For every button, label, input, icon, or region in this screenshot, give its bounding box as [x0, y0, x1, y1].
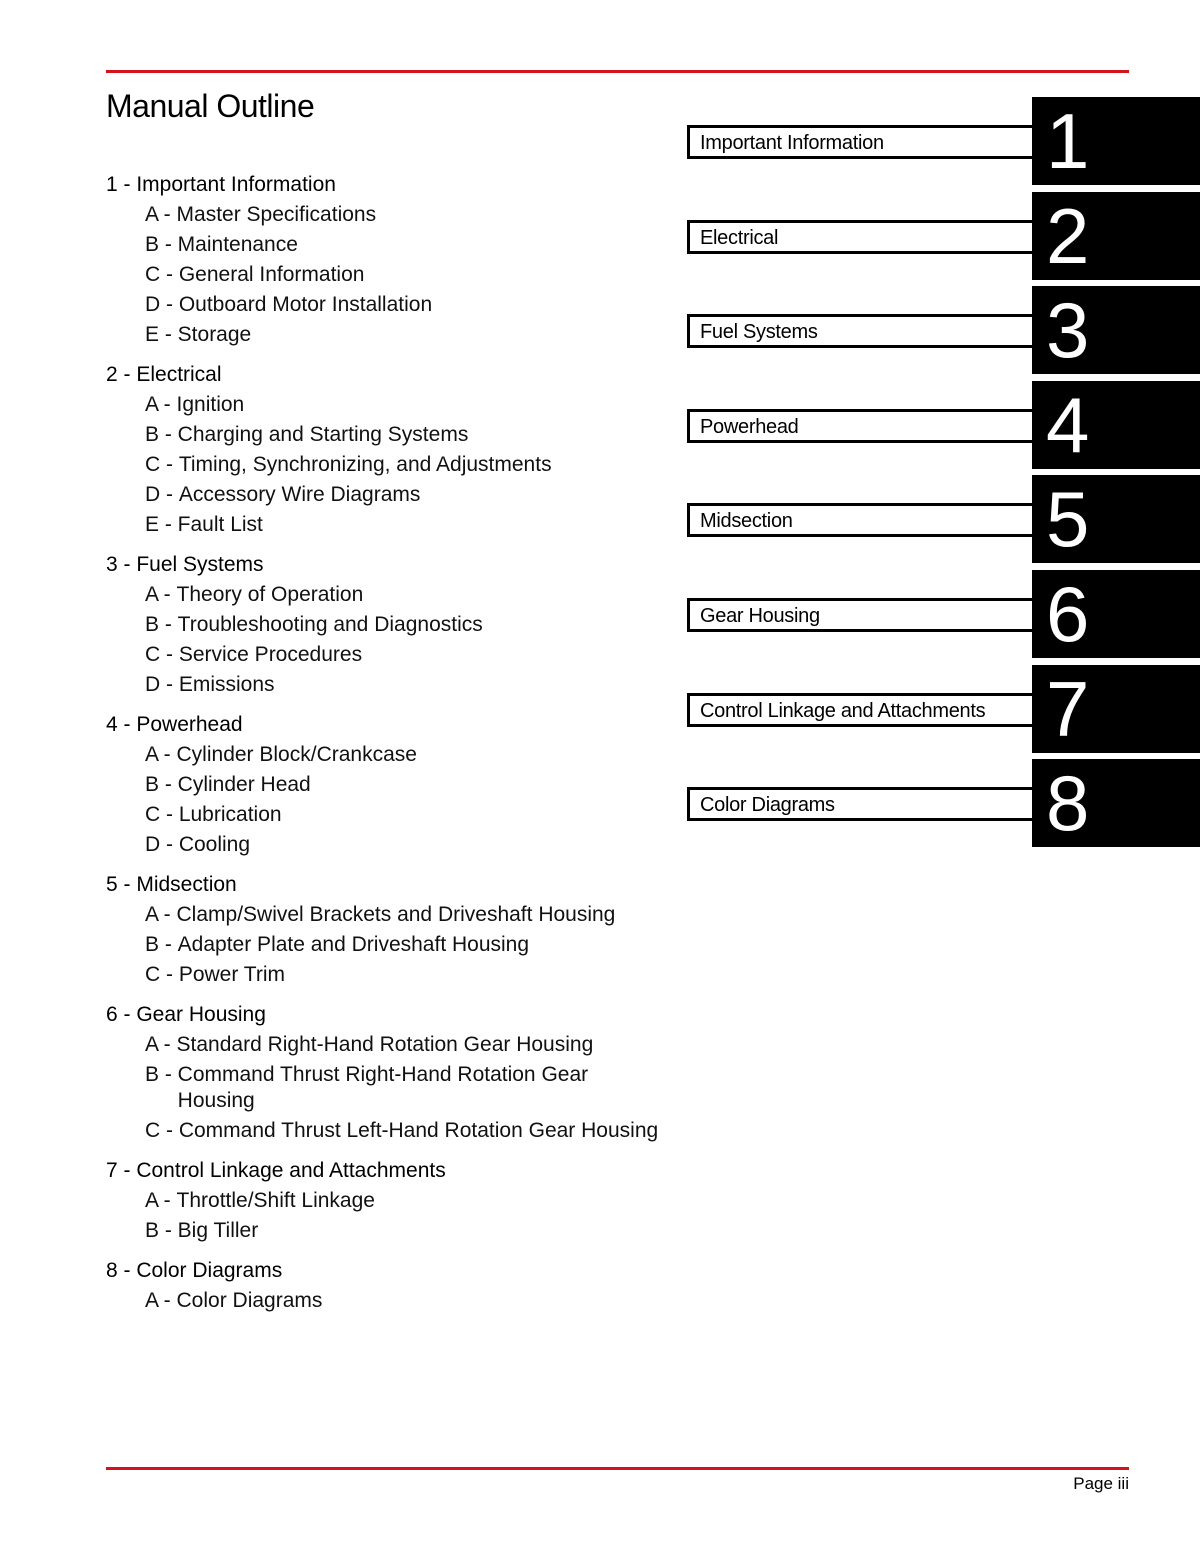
section-tab-number[interactable]: 7 — [1032, 665, 1200, 753]
outline-item-letter: C - — [145, 643, 179, 666]
section-tab-number[interactable]: 3 — [1032, 286, 1200, 374]
outline-item[interactable] — [106, 610, 666, 640]
section-tab-label[interactable]: Control Linkage and Attachments — [687, 693, 1033, 727]
outline-item-letter: B - — [145, 1063, 178, 1086]
outline-item-letter: A - — [145, 1289, 177, 1312]
outline-item-text: Fault List — [177, 513, 263, 536]
outline-item-letter: C - — [145, 1119, 179, 1142]
outline-item-letter: C - — [145, 963, 179, 986]
section-tab-label[interactable]: Fuel Systems — [687, 314, 1033, 348]
page-title: Manual Outline — [106, 88, 315, 124]
section-tab-label[interactable]: Electrical — [687, 220, 1033, 254]
outline-item-text: Cooling — [178, 833, 251, 856]
outline-item-text: Cylinder Head — [177, 773, 311, 796]
outline-item-text: Color Diagrams — [176, 1289, 323, 1312]
outline-section — [106, 550, 666, 700]
outline-section — [106, 170, 666, 350]
outline-item[interactable] — [106, 510, 666, 540]
outline-item[interactable] — [106, 900, 666, 930]
outline-item-text: Accessory Wire Diagrams — [178, 483, 421, 506]
outline-section — [106, 870, 666, 990]
outline-item-letter: D - — [145, 833, 179, 856]
section-tab-number[interactable]: 5 — [1032, 475, 1200, 563]
outline-item-letter: C - — [145, 803, 179, 826]
outline-section-heading[interactable]: 4 - Powerhead — [106, 713, 243, 736]
outline-item[interactable] — [106, 580, 666, 610]
outline-item[interactable] — [106, 830, 666, 860]
section-tab-number[interactable]: 2 — [1032, 192, 1200, 280]
outline-item-letter: A - — [145, 203, 177, 226]
outline-item-text: Command Thrust Right-Hand Rotation Gear Housing — [177, 1063, 589, 1112]
outline-item-letter: B - — [145, 933, 178, 956]
outline-item-text: Ignition — [176, 393, 245, 416]
outline-item-letter: B - — [145, 1219, 178, 1242]
outline-item[interactable] — [106, 1216, 666, 1246]
outline-item[interactable] — [106, 770, 666, 800]
outline-item-text: Emissions — [178, 673, 275, 696]
outline-item-text: Command Thrust Left-Hand Rotation Gear Housing — [178, 1119, 659, 1142]
outline-item-text: Big Tiller — [177, 1219, 259, 1242]
outline-item[interactable] — [106, 480, 666, 510]
outline-item-text: Clamp/Swivel Brackets and Driveshaft Housing — [176, 903, 616, 926]
outline-item-letter: E - — [145, 513, 178, 536]
footer-rule — [106, 1467, 1129, 1470]
outline-item[interactable] — [106, 670, 666, 700]
outline-item[interactable] — [106, 320, 666, 350]
outline-item-text: Throttle/Shift Linkage — [176, 1189, 375, 1212]
outline-item-letter: A - — [145, 1033, 177, 1056]
outline-item[interactable] — [106, 930, 666, 960]
outline-item[interactable] — [106, 1286, 666, 1316]
page-number: Page iii — [1073, 1474, 1129, 1493]
outline-section-heading[interactable]: 2 - Electrical — [106, 363, 222, 386]
outline-item-text: Standard Right-Hand Rotation Gear Housing — [176, 1033, 594, 1056]
outline-section-heading[interactable]: 1 - Important Information — [106, 173, 336, 196]
outline-item-letter: D - — [145, 673, 179, 696]
outline-item-text: General Information — [178, 263, 365, 286]
outline-item-letter: D - — [145, 483, 179, 506]
outline-item-letter: B - — [145, 773, 178, 796]
outline-section — [106, 710, 666, 860]
outline-item-text: Theory of Operation — [176, 583, 364, 606]
outline-item-letter: B - — [145, 423, 178, 446]
section-tab-label[interactable]: Important Information — [687, 125, 1033, 159]
outline-item-text: Lubrication — [178, 803, 282, 826]
outline-item[interactable] — [106, 1186, 666, 1216]
outline-item-text: Service Procedures — [178, 643, 363, 666]
outline-item-text: Timing, Synchronizing, and Adjustments — [178, 453, 552, 476]
outline-item-letter: D - — [145, 293, 179, 316]
outline-item-text: Master Specifications — [176, 203, 377, 226]
section-tab-number[interactable]: 4 — [1032, 381, 1200, 469]
outline-item[interactable] — [106, 290, 666, 320]
outline-item-letter: A - — [145, 903, 177, 926]
section-tab-label[interactable]: Gear Housing — [687, 598, 1033, 632]
outline-item[interactable] — [106, 260, 666, 290]
outline-item[interactable] — [106, 1060, 666, 1116]
outline-item-text: Storage — [177, 323, 252, 346]
section-tab-label[interactable]: Midsection — [687, 503, 1033, 537]
outline-section-heading[interactable]: 6 - Gear Housing — [106, 1003, 266, 1026]
header-rule — [106, 70, 1129, 73]
outline-section — [106, 1256, 666, 1316]
outline-item[interactable] — [106, 960, 666, 990]
outline-section — [106, 360, 666, 540]
outline-item[interactable] — [106, 450, 666, 480]
outline-item-letter: B - — [145, 233, 178, 256]
manual-outline — [106, 170, 666, 1326]
outline-section-heading[interactable]: 3 - Fuel Systems — [106, 553, 264, 576]
outline-item-letter: E - — [145, 323, 178, 346]
outline-item-text: Maintenance — [177, 233, 298, 256]
outline-item-text: Troubleshooting and Diagnostics — [177, 613, 483, 636]
outline-item[interactable] — [106, 800, 666, 830]
outline-item-letter: A - — [145, 1189, 177, 1212]
outline-item[interactable] — [106, 390, 666, 420]
outline-section-heading[interactable]: 7 - Control Linkage and Attachments — [106, 1159, 446, 1182]
outline-item-letter: A - — [145, 583, 177, 606]
outline-item-letter: C - — [145, 263, 179, 286]
outline-section-heading[interactable]: 8 - Color Diagrams — [106, 1259, 283, 1282]
section-tab-label[interactable]: Powerhead — [687, 409, 1033, 443]
section-tab-number[interactable]: 1 — [1032, 97, 1200, 185]
outline-section-heading[interactable]: 5 - Midsection — [106, 873, 237, 896]
outline-item-text: Cylinder Block/Crankcase — [176, 743, 417, 766]
section-tab-number[interactable]: 6 — [1032, 570, 1200, 658]
outline-item-text: Outboard Motor Installation — [178, 293, 433, 316]
outline-item[interactable] — [106, 200, 666, 230]
outline-item[interactable] — [106, 740, 666, 770]
outline-section — [106, 1156, 666, 1246]
outline-item[interactable] — [106, 640, 666, 670]
outline-item[interactable] — [106, 420, 666, 450]
outline-item-letter: C - — [145, 453, 179, 476]
outline-item-text: Power Trim — [178, 963, 286, 986]
section-tab-number[interactable]: 8 — [1032, 759, 1200, 847]
section-tab-label[interactable]: Color Diagrams — [687, 787, 1033, 821]
outline-item[interactable] — [106, 1116, 666, 1146]
outline-item-letter: A - — [145, 743, 177, 766]
outline-item-text: Adapter Plate and Driveshaft Housing — [177, 933, 530, 956]
outline-item-letter: A - — [145, 393, 177, 416]
outline-item-letter: B - — [145, 613, 178, 636]
outline-item[interactable] — [106, 1030, 666, 1060]
outline-item[interactable] — [106, 230, 666, 260]
outline-section — [106, 1000, 666, 1146]
outline-item-text: Charging and Starting Systems — [177, 423, 469, 446]
